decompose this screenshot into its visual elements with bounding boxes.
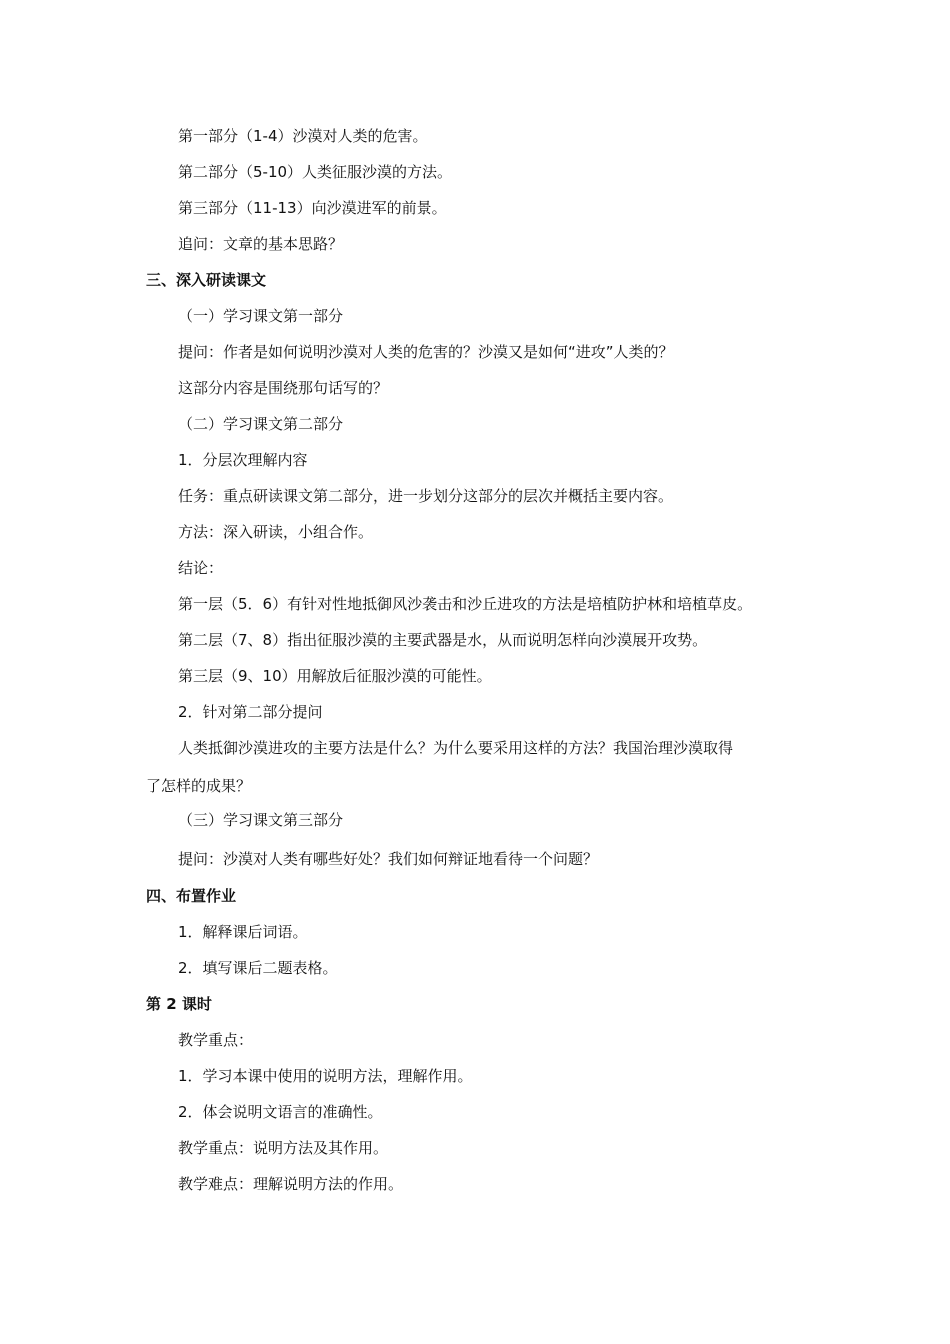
subsection-2: （二）学习课文第二部分 xyxy=(178,415,344,433)
task-text: 任务：重点研读课文第二部分，进一步划分这部分的层次并概括主要内容。 xyxy=(178,487,674,505)
list-item: 2．填写课后二题表格。 xyxy=(178,959,338,977)
focus-text: 教学重点：说明方法及其作用。 xyxy=(178,1139,389,1157)
outline-part-1: 第一部分（1-4）沙漠对人类的危害。 xyxy=(178,127,428,145)
conclusion-label: 结论： xyxy=(178,559,224,577)
method-text: 方法：深入研读，小组合作。 xyxy=(178,523,374,541)
layer-2-text: 第二层（7、8）指出征服沙漠的主要武器是水，从而说明怎样向沙漠展开攻势。 xyxy=(178,631,708,649)
list-item: 2．针对第二部分提问 xyxy=(178,703,323,721)
layer-3-text: 第三层（9、10）用解放后征服沙漠的可能性。 xyxy=(178,667,492,685)
outline-part-2: 第二部分（5-10）人类征服沙漠的方法。 xyxy=(178,163,453,181)
subsection-3: （三）学习课文第三部分 xyxy=(178,811,344,829)
list-item: 1．分层次理解内容 xyxy=(178,451,308,469)
layer-1-text: 第一层（5．6）有针对性地抵御风沙袭击和沙丘进攻的方法是培植防护林和培植草皮。 xyxy=(178,595,753,613)
outline-part-3: 第三部分（11-13）向沙漠进军的前景。 xyxy=(178,199,447,217)
question-text: 这部分内容是围绕那句话写的？ xyxy=(178,379,389,397)
focus-label: 教学重点： xyxy=(178,1031,254,1049)
difficulty-text: 教学难点：理解说明方法的作用。 xyxy=(178,1175,404,1193)
list-item: 1．学习本课中使用的说明方法，理解作用。 xyxy=(178,1067,473,1085)
follow-up-question: 追问：文章的基本思路？ xyxy=(178,235,344,253)
list-item: 1．解释课后词语。 xyxy=(178,923,308,941)
subsection-1: （一）学习课文第一部分 xyxy=(178,307,344,325)
question-text: 提问：作者是如何说明沙漠对人类的危害的？沙漠又是如何“进攻”人类的？ xyxy=(178,343,674,361)
question-paragraph-cont: 了怎样的成果？ xyxy=(146,777,252,795)
lesson-heading: 第 2 课时 xyxy=(146,995,212,1013)
section-heading-3: 三、深入研读课文 xyxy=(146,271,267,289)
question-text: 提问：沙漠对人类有哪些好处？我们如何辩证地看待一个问题？ xyxy=(178,850,599,868)
question-paragraph: 人类抵御沙漠进攻的主要方法是什么？为什么要采用这样的方法？我国治理沙漠取得 xyxy=(178,739,734,757)
section-heading-4: 四、布置作业 xyxy=(146,887,237,905)
list-item: 2．体会说明文语言的准确性。 xyxy=(178,1103,383,1121)
